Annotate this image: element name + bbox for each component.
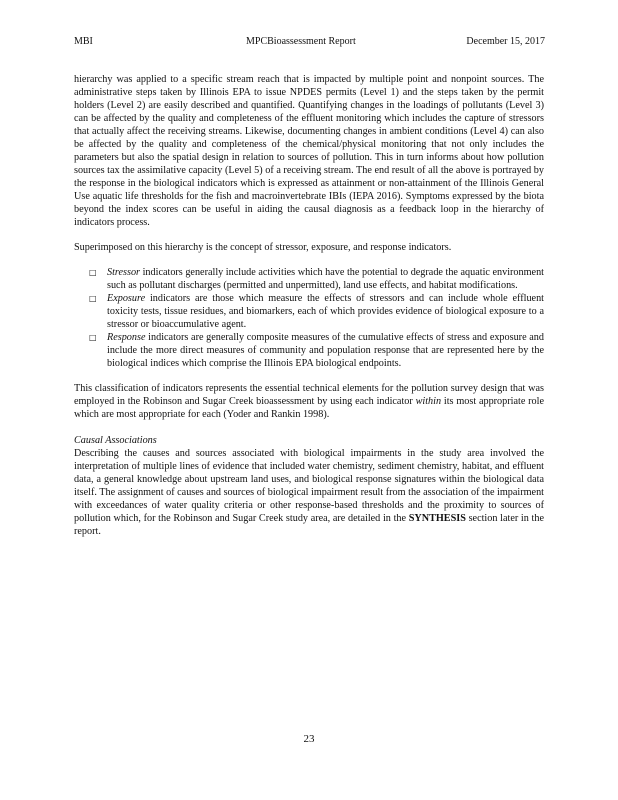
bullet-term: Exposure xyxy=(107,293,146,304)
text-run: its most appropriate role which are most appropriate for each (Yoder and Rankin 1998). xyxy=(74,396,544,420)
text-run-italic: within xyxy=(415,396,442,407)
synthesis-reference: SYNTHESIS xyxy=(408,513,466,524)
bullet-term: Response xyxy=(107,332,146,343)
header-org: MBI xyxy=(74,36,93,47)
text-run: section later in the report. xyxy=(74,513,544,537)
header-title: MPCBioassessment Report xyxy=(246,36,356,47)
bullet-text: indicators are generally composite measures of the cumulative effects of stress and exposure and include the more direct measures of community and population response that are represented here by the biological indices which comprise the Illinois EPA biological endpoints. xyxy=(107,332,544,369)
bullet-box-icon: □ xyxy=(89,294,97,303)
page-number: 23 xyxy=(303,733,315,745)
text-run: This classification of indicators represents the essential technical elements for the pollution survey design that was employed in the Robinson and Sugar Creek bioassessment by using each indicator xyxy=(74,383,544,407)
bullet-text: indicators generally include activities which have the potential to degrade the aquatic environment such as pollutant discharges (permitted and unpermitted), land use effects, and habitat modifications. xyxy=(107,267,544,291)
list-item-response xyxy=(89,331,544,370)
page-header xyxy=(74,36,545,50)
bullet-term: Stressor xyxy=(107,267,141,278)
paragraph-classification xyxy=(74,382,544,421)
paragraph-hierarchy: hierarchy was applied to a specific stream reach that is impacted by multiple point and nonpoint sources. The administrative steps taken by Illinois EPA to issue NPDES permits (Level 1) and the steps taken by the permit holders (Level 2) are easily described and quantified. Quantifying changes in the loadings of pollutants (Level 3) can be affected by the quality and completeness of the effluent monitoring which includes the capture of stressors that actually affect the receiving streams. Likewise, documenting changes in ambient conditions (Level 4) can also be affected by the quality and completeness of the chemical/physical monitoring that not only includes the parameters but also the spatial design in relation to sources of pollution. This in turn informs about how pollution sources tax the assimilative capacity (Level 5) of a receiving stream. The end result of all the above is portrayed by the response in the biological indicators which is expressed as attainment or non-attainment of the Illinois General Use aquatic life thresholds for the fish and macroinvertebrate IBIs (IEPA 2016). Symptoms expressed by the biota beyond the index scores can be useful in aiding the causal diagnosis as a feedback loop in the hierarchy of indicators process. xyxy=(74,74,544,228)
page-body xyxy=(74,73,544,538)
list-item-stressor xyxy=(89,266,544,292)
list-item-exposure xyxy=(89,292,544,331)
section-heading: Causal Associations xyxy=(74,435,157,446)
bullet-box-icon: □ xyxy=(89,333,97,342)
header-date: December 15, 2017 xyxy=(466,36,545,47)
paragraph-superimposed: Superimposed on this hierarchy is the concept of stressor, exposure, and response indicators. xyxy=(74,242,452,253)
indicator-list xyxy=(74,266,544,370)
bullet-box-icon: □ xyxy=(89,268,97,277)
bullet-text: indicators are those which measure the effects of stressors and can include whole effluent toxicity tests, tissue residues, and biomarkers, each of which provides evidence of biological exposure to a stressor or bioaccumulative agent. xyxy=(107,293,544,330)
text-run: Describing the causes and sources associated with biological impairments in the study area involved the interpretation of multiple lines of evidence that included water chemistry, sediment chemistry, habitat, and effluent data, a general knowledge about upstream land uses, and biological response signatures within the biological data itself. The assignment of causes and sources of biological impairment result from the association of the impairment with exceedances of water quality criteria or other response-based thresholds and the proximity to sources of pollution which, for the Robinson and Sugar Creek study area, are detailed in the xyxy=(74,448,544,524)
paragraph-causes xyxy=(74,447,544,538)
